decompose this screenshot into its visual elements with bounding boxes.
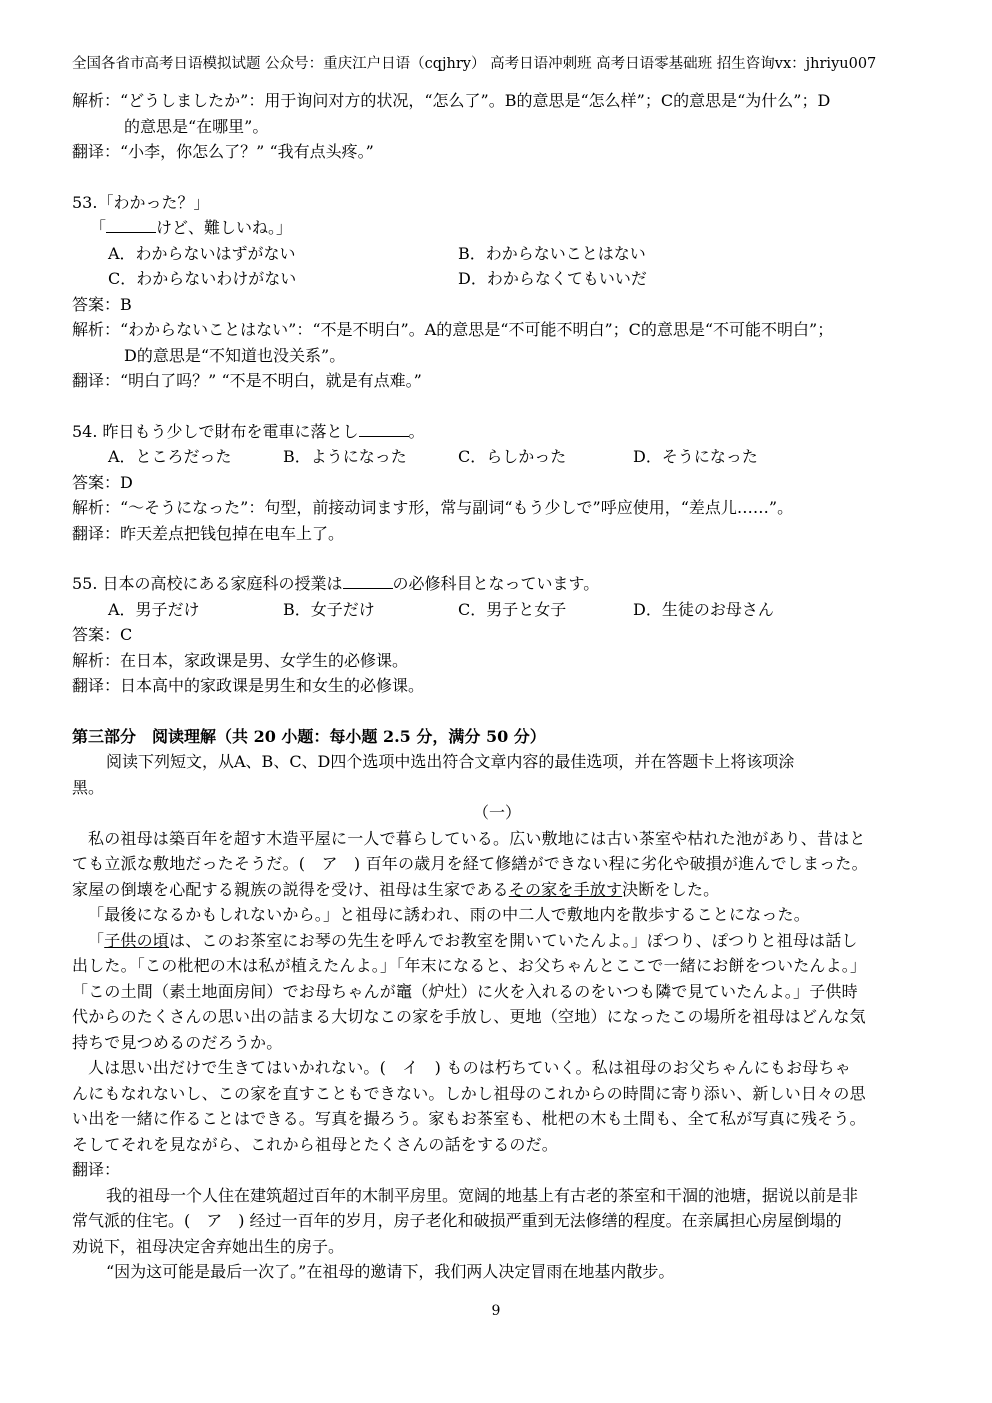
q55-answer: 答案：C xyxy=(72,625,133,644)
passage-p4-line1: 人は思い出だけで生きてはいかれない。( イ ) ものは朽ちていく。私は祖母のお父ちゃんにもお母ちゃ xyxy=(88,1058,851,1077)
passage-p3-open: 「 xyxy=(88,930,105,950)
passage-p3-line1-text: は、このお茶室にお琴の先生を呼んでお教室を開いていたんよ。」ぽつり、ぽつりと祖母は話し xyxy=(169,930,858,950)
section-heading: （一） xyxy=(472,803,521,822)
translation-label: 翻译： xyxy=(72,1160,121,1179)
part3-title: 第三部分 阅读理解（共 20 小题：每小题 2.5 分，满分 50 分） xyxy=(72,726,546,746)
passage-p4-line4: そしてそれを見ながら、これから祖母とたくさんの話をするのだ。 xyxy=(72,1134,559,1154)
passage-p2: 「最後になるかもしれないから。」と祖母に誘われ、雨の中二人で敷地内を散歩することになった。 xyxy=(88,905,810,924)
prev-analysis-line2: 的意思是“在哪里”。 xyxy=(124,116,269,136)
q53-answer: 答案：B xyxy=(72,294,132,314)
underlined-phrase-2: 子供の頃 xyxy=(104,930,170,950)
q55-blank xyxy=(343,572,393,589)
q55-stem-end: の必修科目となっています。 xyxy=(392,574,600,593)
translation-p1-line1: 我的祖母一个人住在建筑超过百年的木制平房里。宽阔的地基上有古老的茶室和干涸的池塘，据说以前是非 xyxy=(106,1185,859,1205)
passage-p1-line2: ても立派な敷地だったそうだ。( ア ) 百年の歳月を経て修繕ができない程に劣化や破損が進んでしまった。 xyxy=(72,854,868,873)
translation-p1-line3: 劝说下，祖母决定舍弃她出生的房子。 xyxy=(72,1236,345,1256)
q54-blank xyxy=(359,420,409,437)
q55-translation: 翻译：日本高中的家政课是男生和女生的必修课。 xyxy=(72,676,425,695)
q54-option-b: B．ようになった xyxy=(283,447,407,466)
passage-p3-line4: 代からのたくさんの思い出の詰まる大切なこの家を手放し、更地（空地）になったこの場所を祖母はどんな気 xyxy=(72,1007,866,1026)
passage-p4-line2: んにもなれないし、この家を直すこともできない。しかし祖母のこれからの時間に寄り添い、新しい日々の思 xyxy=(72,1083,866,1103)
passage-p3-line5: 持ちで見つめるのだろうか。 xyxy=(72,1032,283,1052)
q54-translation: 翻译：昨天差点把钱包掉在电车上了。 xyxy=(72,523,345,543)
page-header: 全国各省市高考日语模拟试题 公众号：重庆江户日语（cqjhry） 高考日语冲刺班 高考日语零基础班 招生咨询vx：jhriyu007 xyxy=(72,56,877,72)
q53-analysis-line2: D的意思是“不知道也没关系”。 xyxy=(124,345,346,365)
q55-stem xyxy=(72,571,922,597)
passage-p1-line1: 私の祖母は築百年を超す木造平屋に一人で暮らしている。広い敷地には古い茶室や枯れた池があり、昔はと xyxy=(88,828,866,848)
q53-analysis-line1: 解析：“わからないことはない”：“不是不明白”。A的意思是“不可能不明白”；C的意思是“不可能不明白”； xyxy=(72,320,834,339)
passage-p1-line3-text: 家屋の倒壊を心配する親族の説得を受け、祖母は生家である xyxy=(72,879,509,899)
translation-p1-line2: 常气派的住宅。( ア ) 经过一百年的岁月，房子老化和破损严重到无法修缮的程度。在亲属担心房屋倒塌的 xyxy=(72,1211,842,1230)
passage-p1-line3 xyxy=(72,877,922,903)
part3-instruction-line2: 黑。 xyxy=(72,777,105,797)
q53-blank xyxy=(106,216,156,233)
q54-option-c: C．らしかった xyxy=(458,447,567,466)
page-content xyxy=(72,88,922,1285)
q53-option-c: C．わからないわけがない xyxy=(108,269,297,288)
q53-options-row2 xyxy=(72,266,922,292)
q53-options-row1 xyxy=(72,241,922,267)
prev-analysis-line1: 解析：“どうしましたか”：用于询问对方的状况，“怎么了”。B的意思是“怎么样”；C的意思是“为什么”；D xyxy=(72,91,831,110)
translation-p2: “因为这可能是最后一次了。”在祖母的邀请下，我们两人决定冒雨在地基内散步。 xyxy=(106,1262,675,1281)
q53-stem-line2 xyxy=(72,215,922,241)
q54-stem-end: 。 xyxy=(408,421,425,441)
q53-stem-close: けど、難しいね。」 xyxy=(156,218,293,237)
q53-translation: 翻译：“明白了吗？” “不是不明白，就是有点难。” xyxy=(72,371,422,390)
q55-option-a: A．男子だけ xyxy=(108,599,200,619)
passage-p3-line3: 「この土間（素土地面房间）でお母ちゃんが竈（炉灶）に火を入れるのをいつも隣で見ていたんよ。」子供時 xyxy=(72,981,858,1001)
part3-instruction-line1: 阅读下列短文，从A、B、C、D四个选项中选出符合文章内容的最佳选项，并在答题卡上将该项涂 xyxy=(106,752,795,771)
q54-answer: 答案：D xyxy=(72,472,133,492)
underlined-phrase-1: その家を手放す xyxy=(508,879,623,899)
q54-option-a: A．ところだった xyxy=(108,447,232,466)
q54-analysis: 解析：“～そうになった”：句型，前接动词ます形，常与副词“もう少しで”呼应使用，“差点儿……”。 xyxy=(72,498,794,517)
q55-analysis: 解析：在日本，家政课是男、女学生的必修课。 xyxy=(72,650,409,670)
q55-option-d: D．生徒のお母さん xyxy=(633,599,774,619)
q54-options xyxy=(72,444,922,470)
q55-option-b: B．女子だけ xyxy=(283,599,375,619)
q53-stem: 53.「わかった？」 xyxy=(72,192,210,212)
q55-stem-text: 55. 日本の高校にある家庭科の授業は xyxy=(72,574,343,593)
passage-p4-line3: い出を一緒に作ることはできる。写真を撮ろう。家もお茶室も、枇杷の木も土間も、全て私が写真に残そう。 xyxy=(72,1109,866,1128)
q54-stem xyxy=(72,419,922,445)
q53-stem-open: 「 xyxy=(90,218,107,237)
passage-p3-line1 xyxy=(72,928,922,954)
q53-option-b: B．わからないことはない xyxy=(458,243,646,263)
passage-p3-line2: 出した。「この枇杷の木は私が植えたんよ。」「年末になると、お父ちゃんとここで一緒にお餅をついたんよ。」 xyxy=(72,956,867,975)
prev-translation: 翻译：“小李，你怎么了？” “我有点头疼。” xyxy=(72,142,374,161)
q55-option-c: C．男子と女子 xyxy=(458,599,567,619)
page-number: 9 xyxy=(491,1303,501,1319)
q55-options xyxy=(72,597,922,623)
q53-option-d: D．わからなくてもいいだ xyxy=(458,269,647,288)
q54-stem-text: 54. 昨日もう少しで財布を電車に落とし xyxy=(72,421,359,441)
q54-option-d: D．そうになった xyxy=(633,447,758,466)
passage-p1-line3-end: 決断をした。 xyxy=(622,879,720,899)
q53-option-a: A．わからないはずがない xyxy=(108,243,296,263)
